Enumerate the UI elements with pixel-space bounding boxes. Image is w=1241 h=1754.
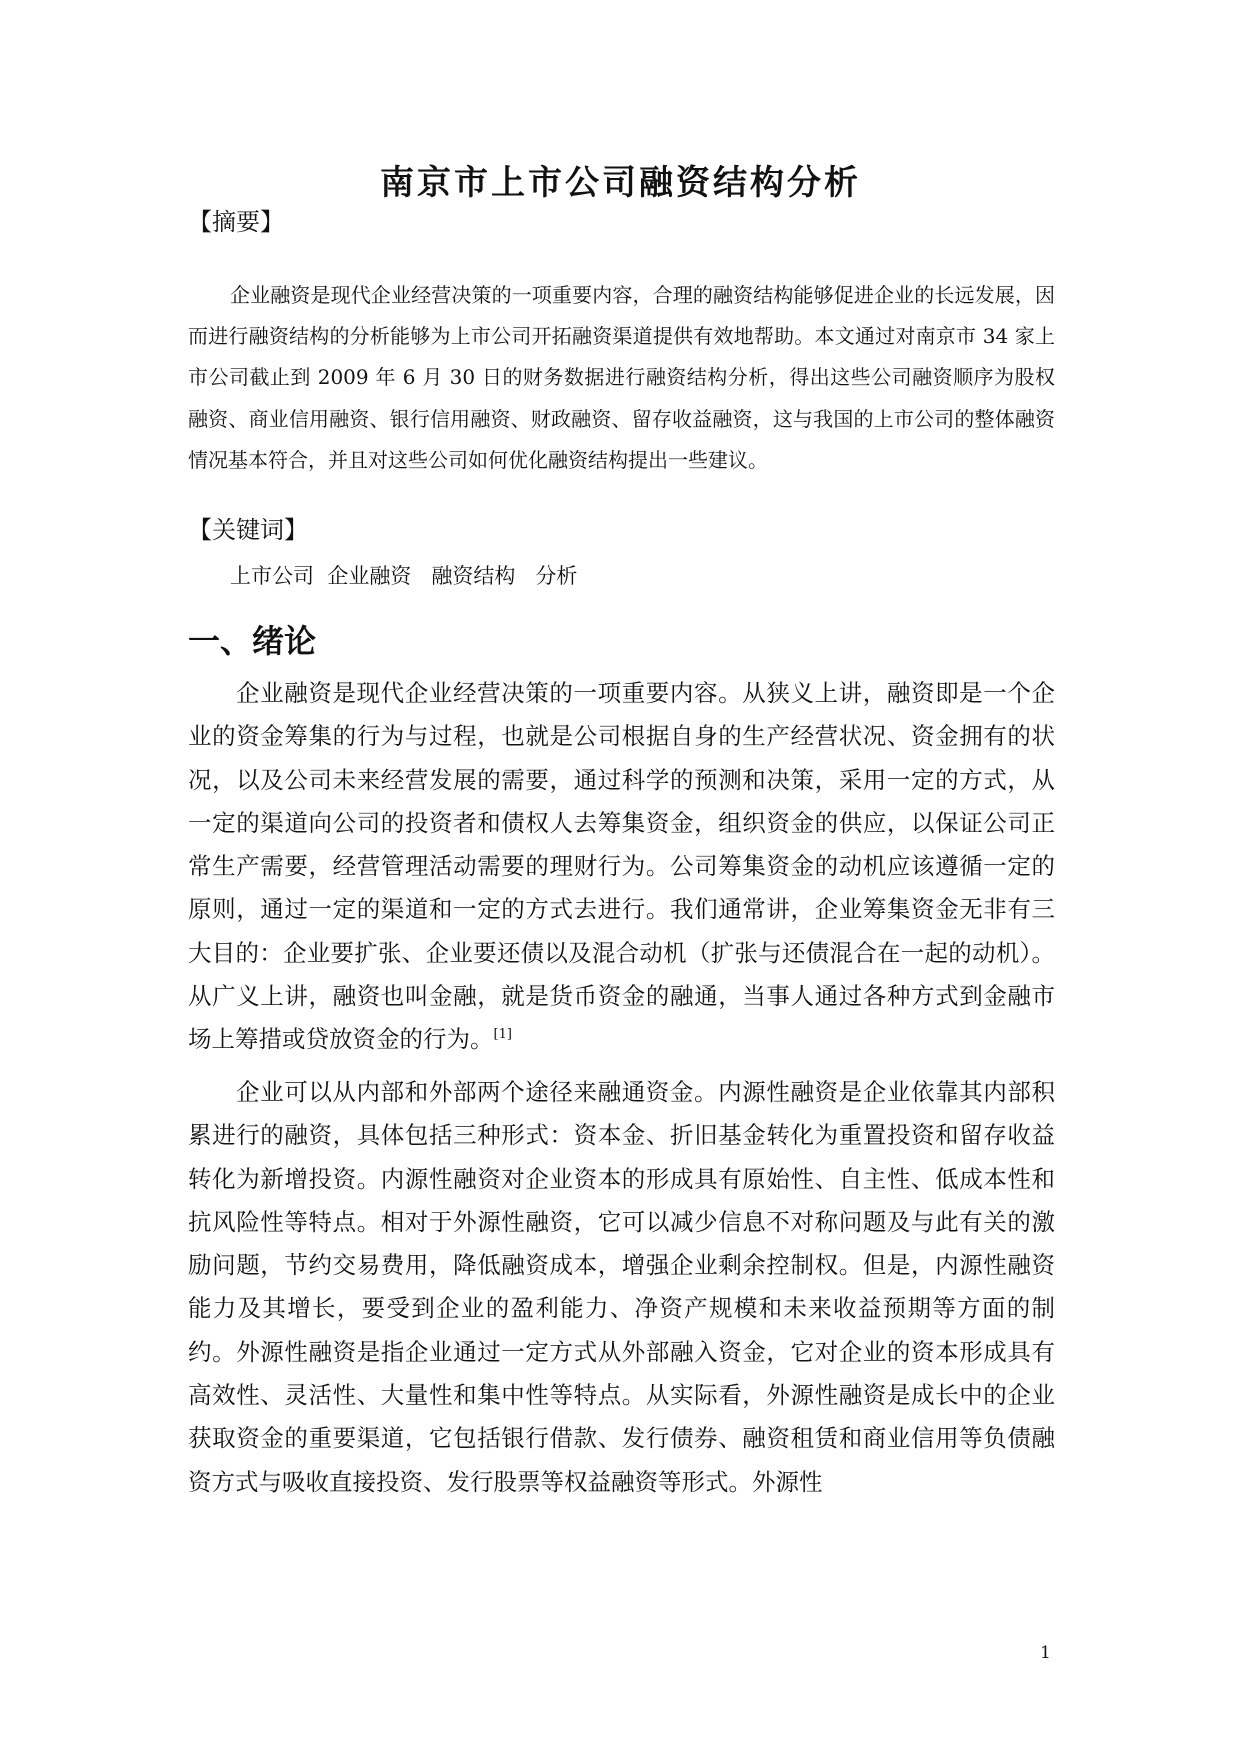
abstract-label: 【摘要】 xyxy=(188,208,284,236)
abstract-text: 企业融资是现代企业经营决策的一项重要内容，合理的融资结构能够促进企业的长远发展，因而进行融资结构的分析能够为上市公司开拓融资渠道提供有效地帮助。本文通过对南京市 34 家上市公司截止到 2009 年 6 月 30 日的财务数据进行融资结构分析，得出这些公司融资顺序为股权融资、商业信用融资、银行信用融资、财政融资、留存收益融资，这与我国的上市公司的整体融资情况基本符合，并且对这些公司如何优化融资结构提出一些建议。 xyxy=(188,283,1055,472)
citation-marker: [1] xyxy=(493,1027,512,1043)
keywords-text: 上市公司 企业融资 融资结构 分析 xyxy=(230,564,578,588)
section-heading: 一、绪论 xyxy=(188,622,317,660)
body-paragraph-2: 企业可以从内部和外部两个途径来融通资金。内源性融资是企业依靠其内部积累进行的融资，具体包括三种形式：资本金、折旧基金转化为重置投资和留存收益转化为新增投资。内源性融资对企业资本的形成具有原始性、自主性、低成本性和抗风险性等特点。相对于外源性融资，它可以减少信息不对称问题及与此有关的激励问题，节约交易费用，降低融资成本，增强企业剩余控制权。但是，内源性融资能力及其增长，要受到企业的盈利能力、净资产规模和未来收益预期等方面的制约。外源性融资是指企业通过一定方式从外部融入资金，它对企业的资本形成具有高效性、灵活性、大量性和集中性等特点。从实际看，外源性融资是成长中的企业获取资金的重要渠道，它包括银行借款、发行债券、融资租赁和商业信用等负债融资方式与吸收直接投资、发行股票等权益融资等形式。外源性 xyxy=(188,1078,1055,1496)
keywords-label: 【关键词】 xyxy=(188,516,308,544)
body-paragraph-1 xyxy=(188,672,1055,1062)
document-title: 南京市上市公司融资结构分析 xyxy=(380,163,861,203)
paragraph-1-text: 企业融资是现代企业经营决策的一项重要内容。从狭义上讲，融资即是一个企业的资金筹集的行为与过程，也就是公司根据自身的生产经营状况、资金拥有的状况，以及公司未来经营发展的需要，通过科学的预测和决策，采用一定的方式，从一定的渠道向公司的投资者和债权人去筹集资金，组织资金的供应，以保证公司正常生产需要，经营管理活动需要的理财行为。公司筹集资金的动机应该遵循一定的原则，通过一定的渠道和一定的方式去进行。我们通常讲，企业筹集资金无非有三大目的：企业要扩张、企业要还债以及混合动机（扩张与还债混合在一起的动机）。从广义上讲，融资也叫金融，就是货币资金的融通，当事人通过各种方式到金融市场上筹措或贷放资金的行为。 xyxy=(188,679,1055,1054)
page-number: 1 xyxy=(1040,1643,1051,1663)
